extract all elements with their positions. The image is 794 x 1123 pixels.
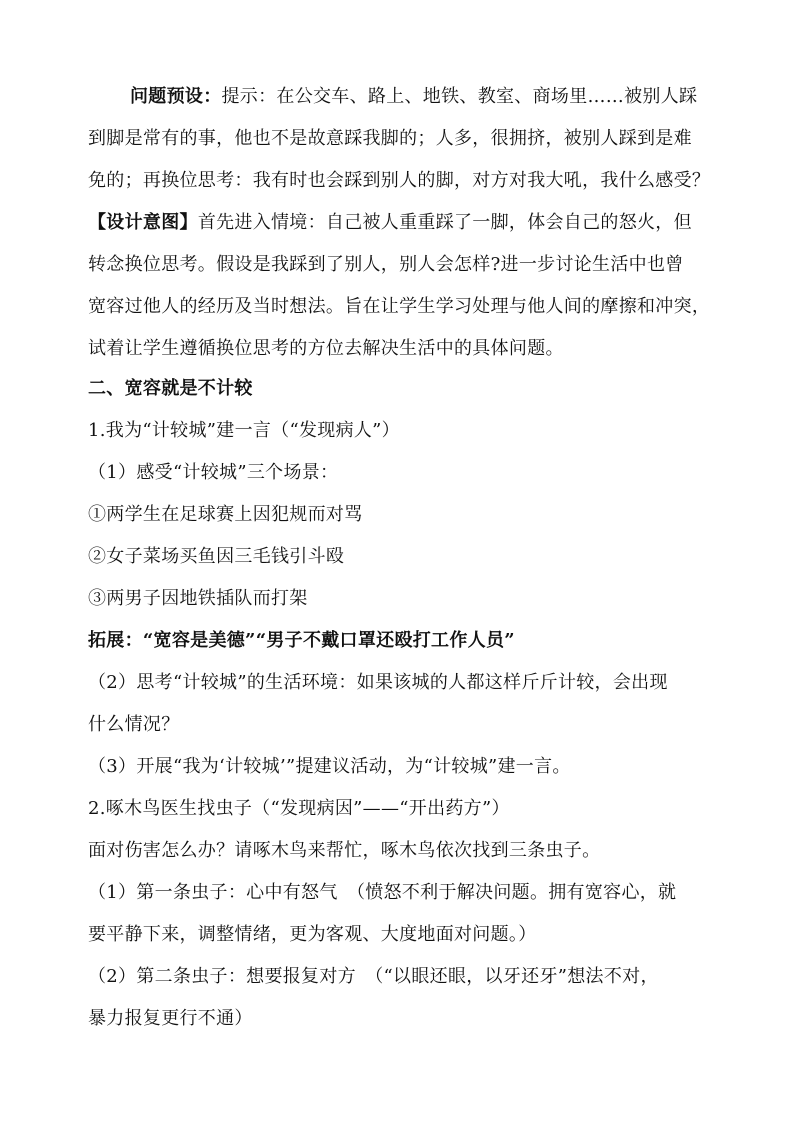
item-2-title: 2.啄木鸟医生找虫子（“发现病因”——“开出药方”） xyxy=(88,798,510,819)
item-1-sub-3: （3）开展“我为‘计较城’”提建议活动，为“计较城”建一言。 xyxy=(88,756,571,777)
scene-2: ②女子菜场买鱼因三毛钱引斗殴 xyxy=(88,546,345,567)
paragraph-problem-line-3: 免的；再换位思考：我有时也会踩到别人的脚，对方对我大吼，我什么感受？ xyxy=(88,170,711,191)
scene-3: ③两男子因地铁插队而打架 xyxy=(88,588,308,609)
bug-1-line-1: （1）第一条虫子：心中有怒气 （愤怒不利于解决问题。拥有宽容心，就 xyxy=(88,882,677,903)
paragraph-design-line-3: 宽容过他人的经历及当时想法。旨在让学生学习处理与他人间的摩擦和冲突， xyxy=(88,296,711,317)
paragraph-design-line-2: 转念换位思考。假设是我踩到了别人，别人会怎样?进一步讨论生活中也曾 xyxy=(88,254,684,275)
item-1-sub-2-line-1: （2）思考“计较城”的生活环境：如果该城的人都这样斤斤计较，会出现 xyxy=(88,672,668,693)
item-2-intro: 面对伤害怎么办？请啄木鸟来帮忙，啄木鸟依次找到三条虫子。 xyxy=(88,840,601,861)
bug-2-line-2: 暴力报复更行不通） xyxy=(88,1008,253,1029)
paragraph-problem-line-2: 到脚是常有的事，他也不是故意踩我脚的；人多，很拥挤，被别人踩到是难 xyxy=(88,128,692,149)
paragraph-design-line-4: 试着让学生遵循换位思考的方位去解决生活中的具体问题。 xyxy=(88,338,564,359)
bug-2-line-1: （2）第二条虫子：想要报复对方 （“以眼还眼，以牙还牙”想法不对， xyxy=(88,966,659,987)
expand-line: 拓展：“宽容是美德”“男子不戴口罩还殴打工作人员” xyxy=(88,630,515,651)
design-intent-label: 【设计意图】 xyxy=(88,212,198,233)
section-heading: 二、宽容就是不计较 xyxy=(88,378,253,399)
problem-label: 问题预设： xyxy=(130,86,222,107)
item-1-sub-2-line-2: 什么情况？ xyxy=(88,714,180,735)
item-1-sub-1: （1）感受“计较城”三个场景： xyxy=(88,462,339,483)
bug-1-line-2: 要平静下来，调整情绪，更为客观、大度地面对问题。） xyxy=(88,924,537,945)
item-1-title: 1.我为“计较城”建一言（“发现病人”） xyxy=(88,420,400,441)
paragraph-design-line-1: 【设计意图】首先进入情境：自己被人重重踩了一脚，体会自己的怒火，但 xyxy=(88,212,692,233)
paragraph-problem-line-1: 问题预设：提示：在公交车、路上、地铁、教室、商场里……被别人踩 xyxy=(130,86,698,107)
scene-1: ①两学生在足球赛上因犯规而对骂 xyxy=(88,504,363,525)
